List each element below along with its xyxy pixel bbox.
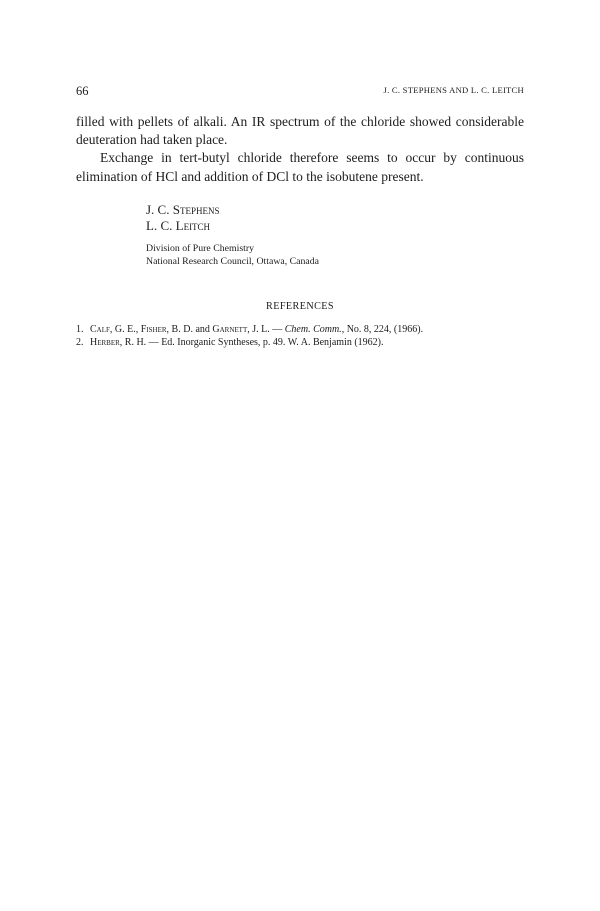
reference-author: Fisher <box>140 324 167 335</box>
reference-item <box>76 336 524 349</box>
author-initials: J. C. <box>146 202 173 217</box>
body-paragraph: filled with pellets of alkali. An IR spectrum of the chloride showed considerable deuteration had taken place. <box>76 114 524 148</box>
author-surname: Leitch <box>175 218 211 233</box>
affiliation <box>146 242 319 268</box>
author-signature <box>146 218 219 234</box>
reference-author-initials: , G. E., <box>109 324 141 335</box>
page-number: 66 <box>76 84 89 98</box>
reference-number: 1. <box>76 324 84 335</box>
reference-author: Herber <box>90 337 120 348</box>
running-head: J. C. STEPHENS AND L. C. LEITCH <box>383 85 524 95</box>
author-surname: Stephens <box>172 202 220 217</box>
reference-list <box>76 323 524 349</box>
author-signatures <box>146 202 219 234</box>
reference-author-initials: , B. D. and <box>166 324 213 335</box>
reference-author-initials: , R. H. — <box>119 337 162 348</box>
author-signature <box>146 202 219 218</box>
affiliation-line: National Research Council, Ottawa, Canada <box>146 256 320 267</box>
body-text <box>76 113 524 186</box>
reference-author: Garnett <box>212 324 248 335</box>
reference-item <box>76 323 524 336</box>
reference-details: Ed. Inorganic Syntheses, p. 49. W. A. Benjamin (1962). <box>161 337 384 348</box>
body-paragraph: Exchange in tert-butyl chloride therefore seems to occur by continuous elimination of HCl and addition of DCl to the isobutene present. <box>76 150 524 184</box>
author-initials: L. C. <box>146 218 176 233</box>
affiliation-line: Division of Pure Chemistry <box>146 243 255 254</box>
reference-author-initials: , J. L. — <box>247 324 285 335</box>
references-heading: REFERENCES <box>266 301 334 312</box>
reference-details: , No. 8, 224, (1966). <box>341 324 424 335</box>
reference-journal: Chem. Comm. <box>284 324 342 335</box>
reference-number: 2. <box>76 337 84 348</box>
page-header <box>76 84 524 100</box>
reference-author: Calf <box>90 324 110 335</box>
